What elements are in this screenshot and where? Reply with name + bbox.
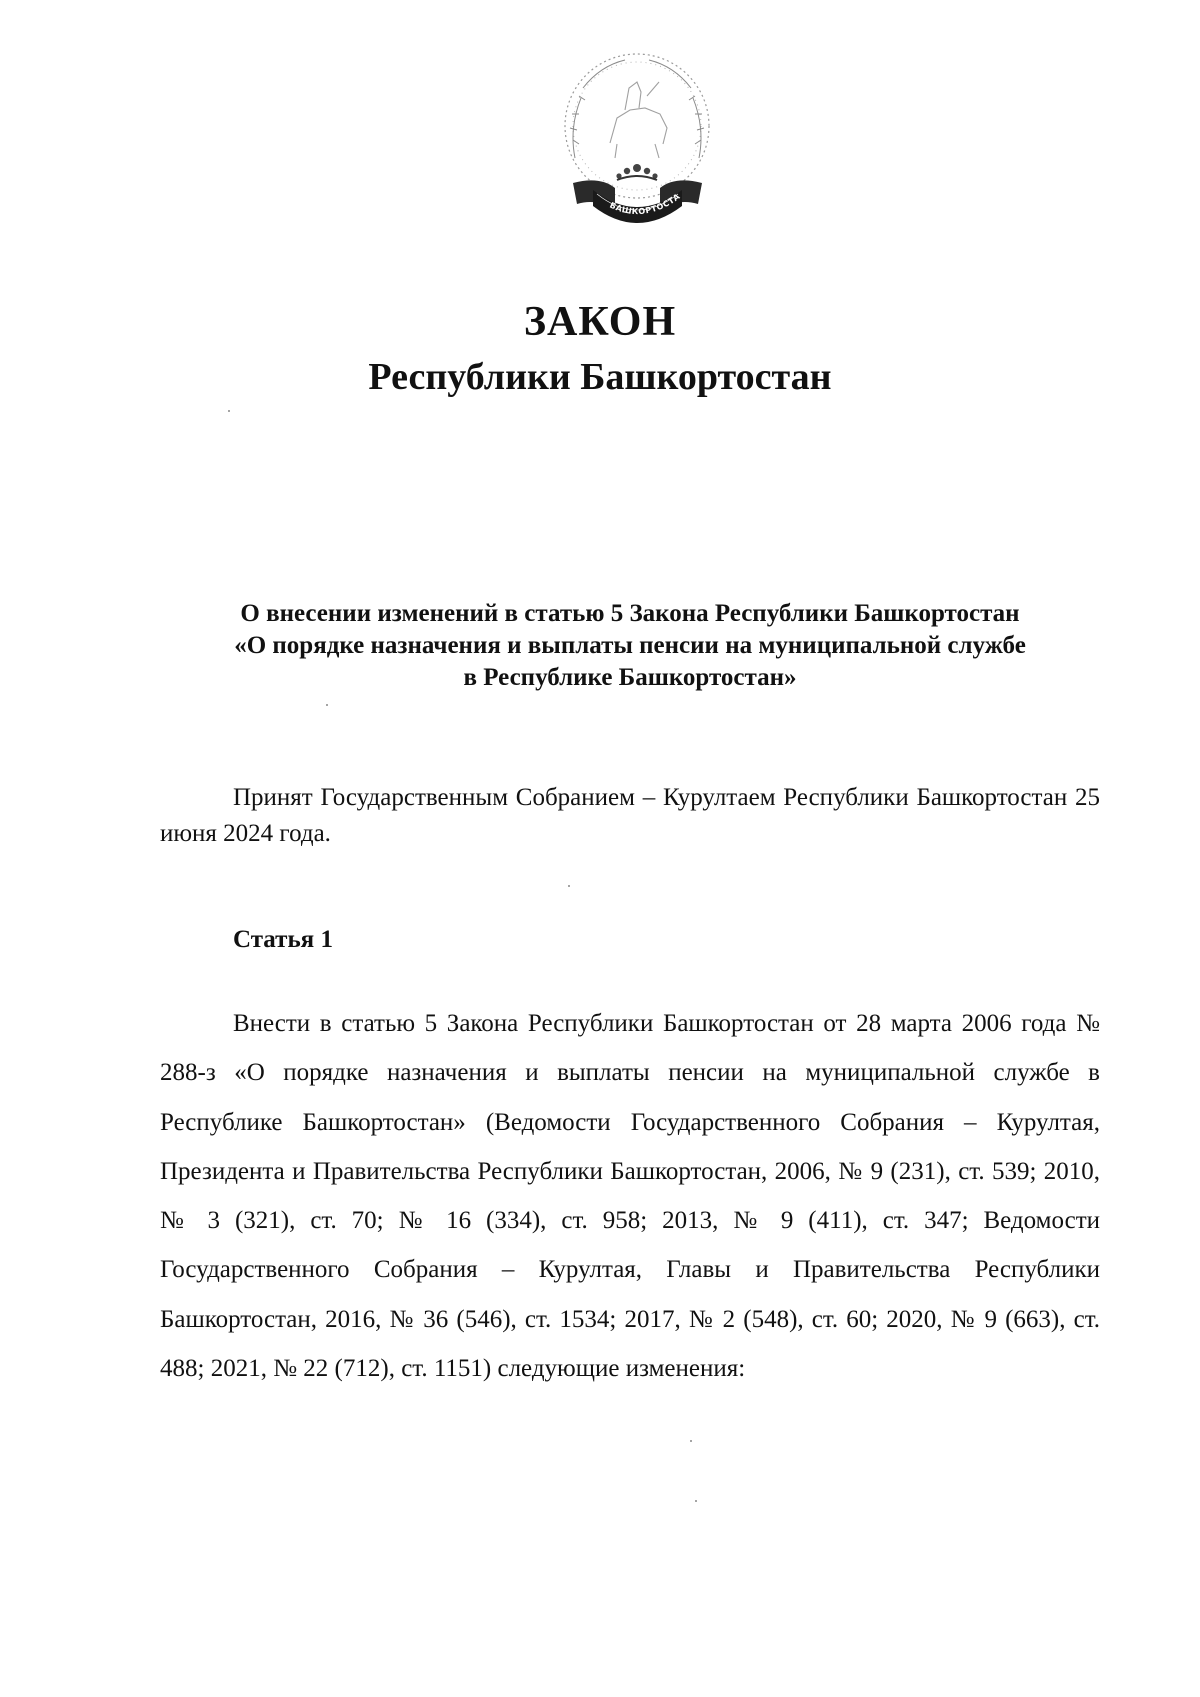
document-type-title: ЗАКОН [523, 299, 677, 345]
ribbon-text: БАШКОРТОСТА [608, 191, 682, 217]
subject-line: в Республике Башкортостан» [463, 664, 797, 691]
bashkortostan-coat-of-arms-icon [555, 48, 720, 233]
coat-of-arms-emblem [555, 48, 720, 233]
law-subject-heading [160, 598, 1100, 694]
subject-line: О внесении изменений в статью 5 Закона Республики Башкортостан [240, 600, 1020, 627]
subject-line: «О порядке назначения и выплаты пенсии на муниципальной службе [234, 632, 1026, 659]
document-issuer-title: Республики Башкортостан [368, 356, 832, 398]
article-text: Внести в статью 5 Закона Республики Башкортостан от 28 марта 2006 года № 288-з «О порядке назначения и выплаты пенсии на муниципальной службе в Республике Башкортостан» (Ведомости Государственного Собрания – Курултая, Президента и Правительства Республики Башкортостан, 2006, № 9 (231), ст. 539; 2010, № 3 (321), ст. 70; № 16 (334), ст. 958; 2013, № 9 (411), ст. 347; Ведомости Государственного Собрания – Курултая, Главы и Правительства Республики Башкортостан, 2016, № 36 (546), ст. 1534; 2017, № 2 (548), ст. 60; 2020, № 9 (663), ст. 488; 2021, № 22 (712), ст. 1151) следующие изменения: [160, 1010, 1100, 1383]
article-heading: Статья 1 [233, 926, 333, 953]
adoption-statement: Принят Государственным Собранием – Курултаем Республики Башкортостан 25 июня 2024 года. [160, 784, 1100, 847]
